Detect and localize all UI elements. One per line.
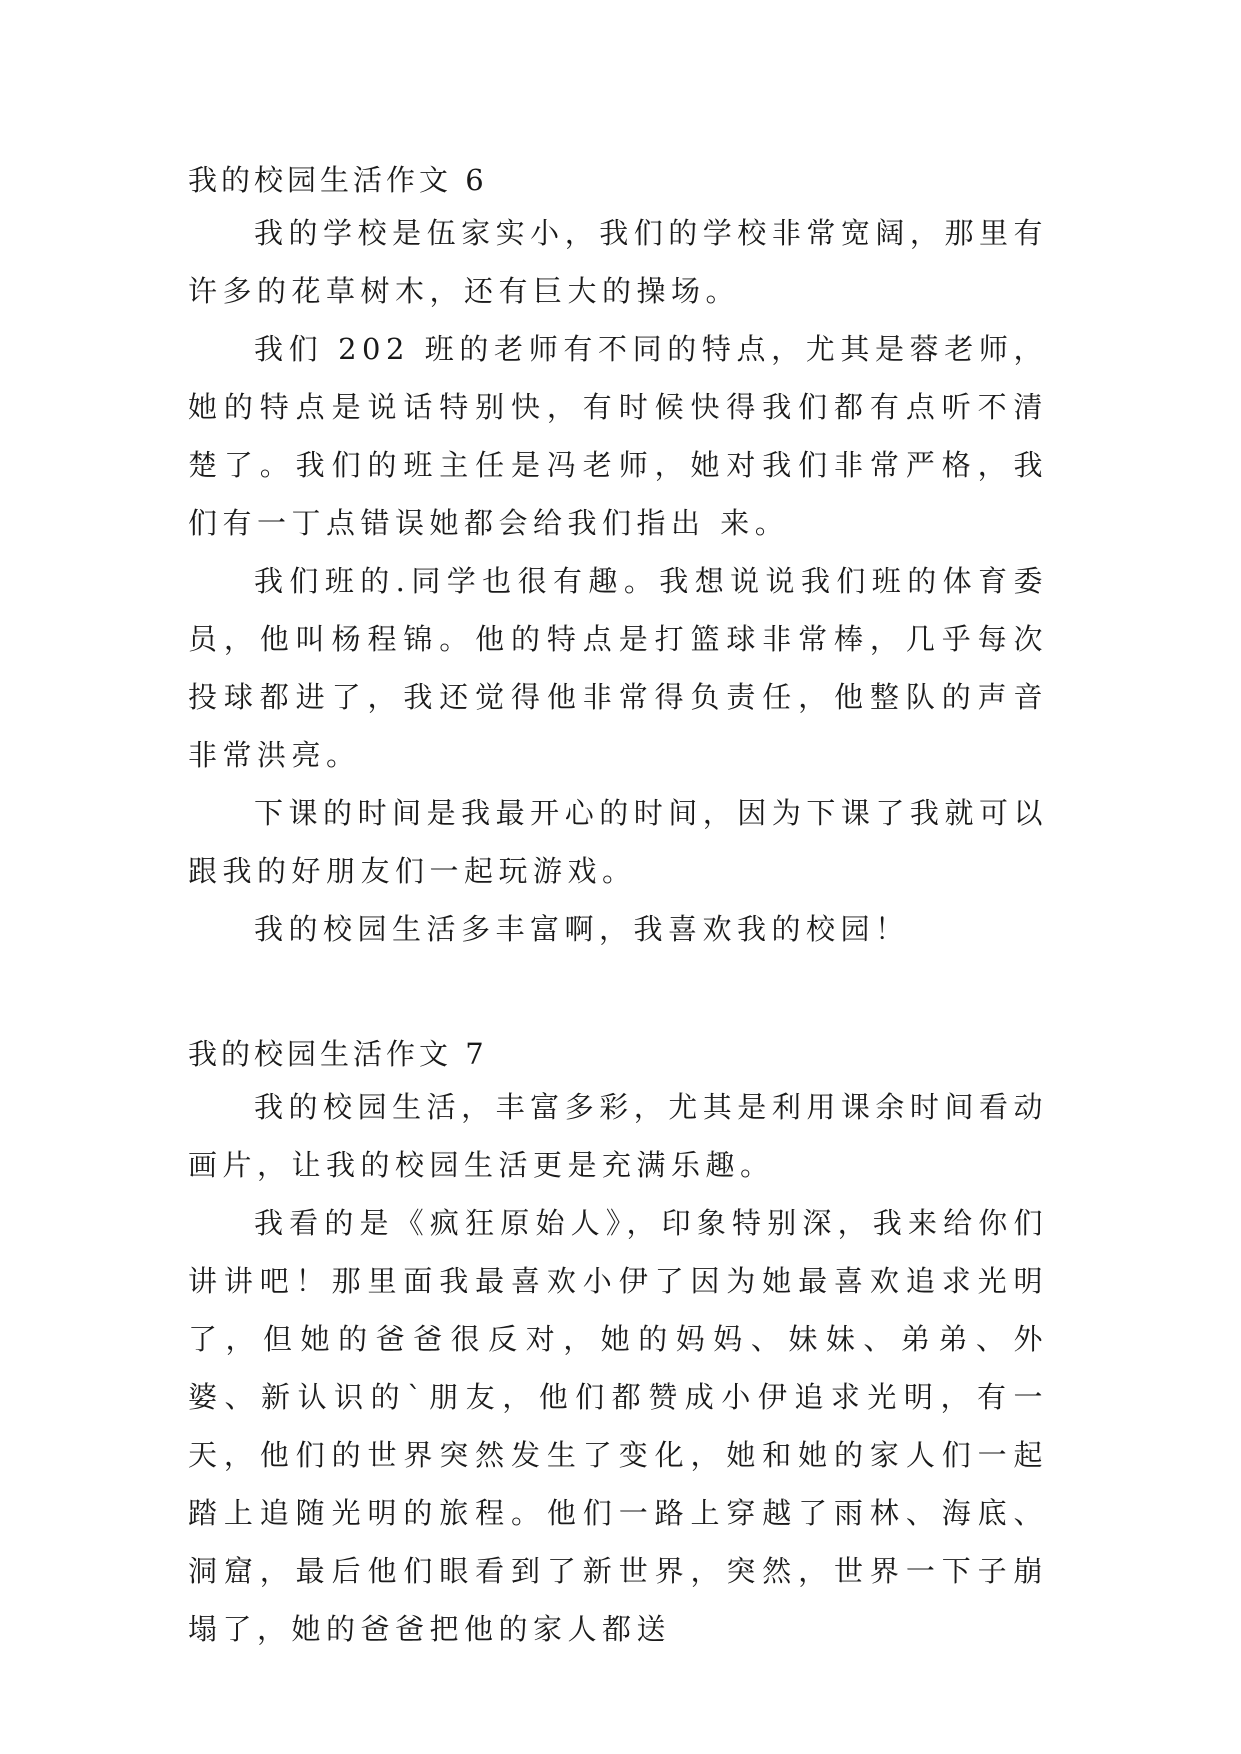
section-body <box>188 1078 1048 1658</box>
section-heading: 我的校园生活作文 6 <box>188 163 488 197</box>
document-content <box>188 160 1048 1658</box>
paragraph: 我的校园生活多丰富啊，我喜欢我的校园！ <box>254 912 910 946</box>
paragraph: 我看的是《疯狂原始人》，印象特别深，我来给你们讲讲吧！那里面我最喜欢小伊了因为她最喜欢追求光明了，但她的爸爸很反对，她的妈妈、妹妹、弟弟、外婆、新认识的`朋友，他们都赞成小伊追求光明，有一天，他们的世界突然发生了变化，她和她的家人们一起踏上追随光明的旅程。他们一路上穿越了雨林、海底、洞窟，最后他们眼看到了新世界，突然，世界一下子崩塌了，她的爸爸把他的家人都送 <box>188 1206 1048 1646</box>
paragraph: 我们班的.同学也很有趣。我想说说我们班的体育委员，他叫杨程锦。他的特点是打篮球非常棒，几乎每次投球都进了，我还觉得他非常得负责任，他整队的声音非常洪亮。 <box>188 564 1048 772</box>
paragraph: 我的校园生活，丰富多彩，尤其是利用课余时间看动画片，让我的校园生活更是充满乐趣。 <box>188 1090 1048 1182</box>
paragraph: 下课的时间是我最开心的时间，因为下课了我就可以跟我的好朋友们一起玩游戏。 <box>188 796 1048 888</box>
paragraph: 我们 202 班的老师有不同的特点，尤其是蓉老师，她的特点是说话特别快，有时候快得我们都有点听不清楚了。我们的班主任是冯老师，她对我们非常严格，我们有一丁点错误她都会给我们指出 来。 <box>188 332 1048 540</box>
essay-section-6 <box>188 160 1048 958</box>
paragraph: 我的学校是伍家实小，我们的学校非常宽阔，那里有许多的花草树木，还有巨大的操场。 <box>188 216 1048 308</box>
essay-section-7 <box>188 1034 1048 1658</box>
section-body <box>188 204 1048 958</box>
section-heading: 我的校园生活作文 7 <box>188 1037 488 1071</box>
